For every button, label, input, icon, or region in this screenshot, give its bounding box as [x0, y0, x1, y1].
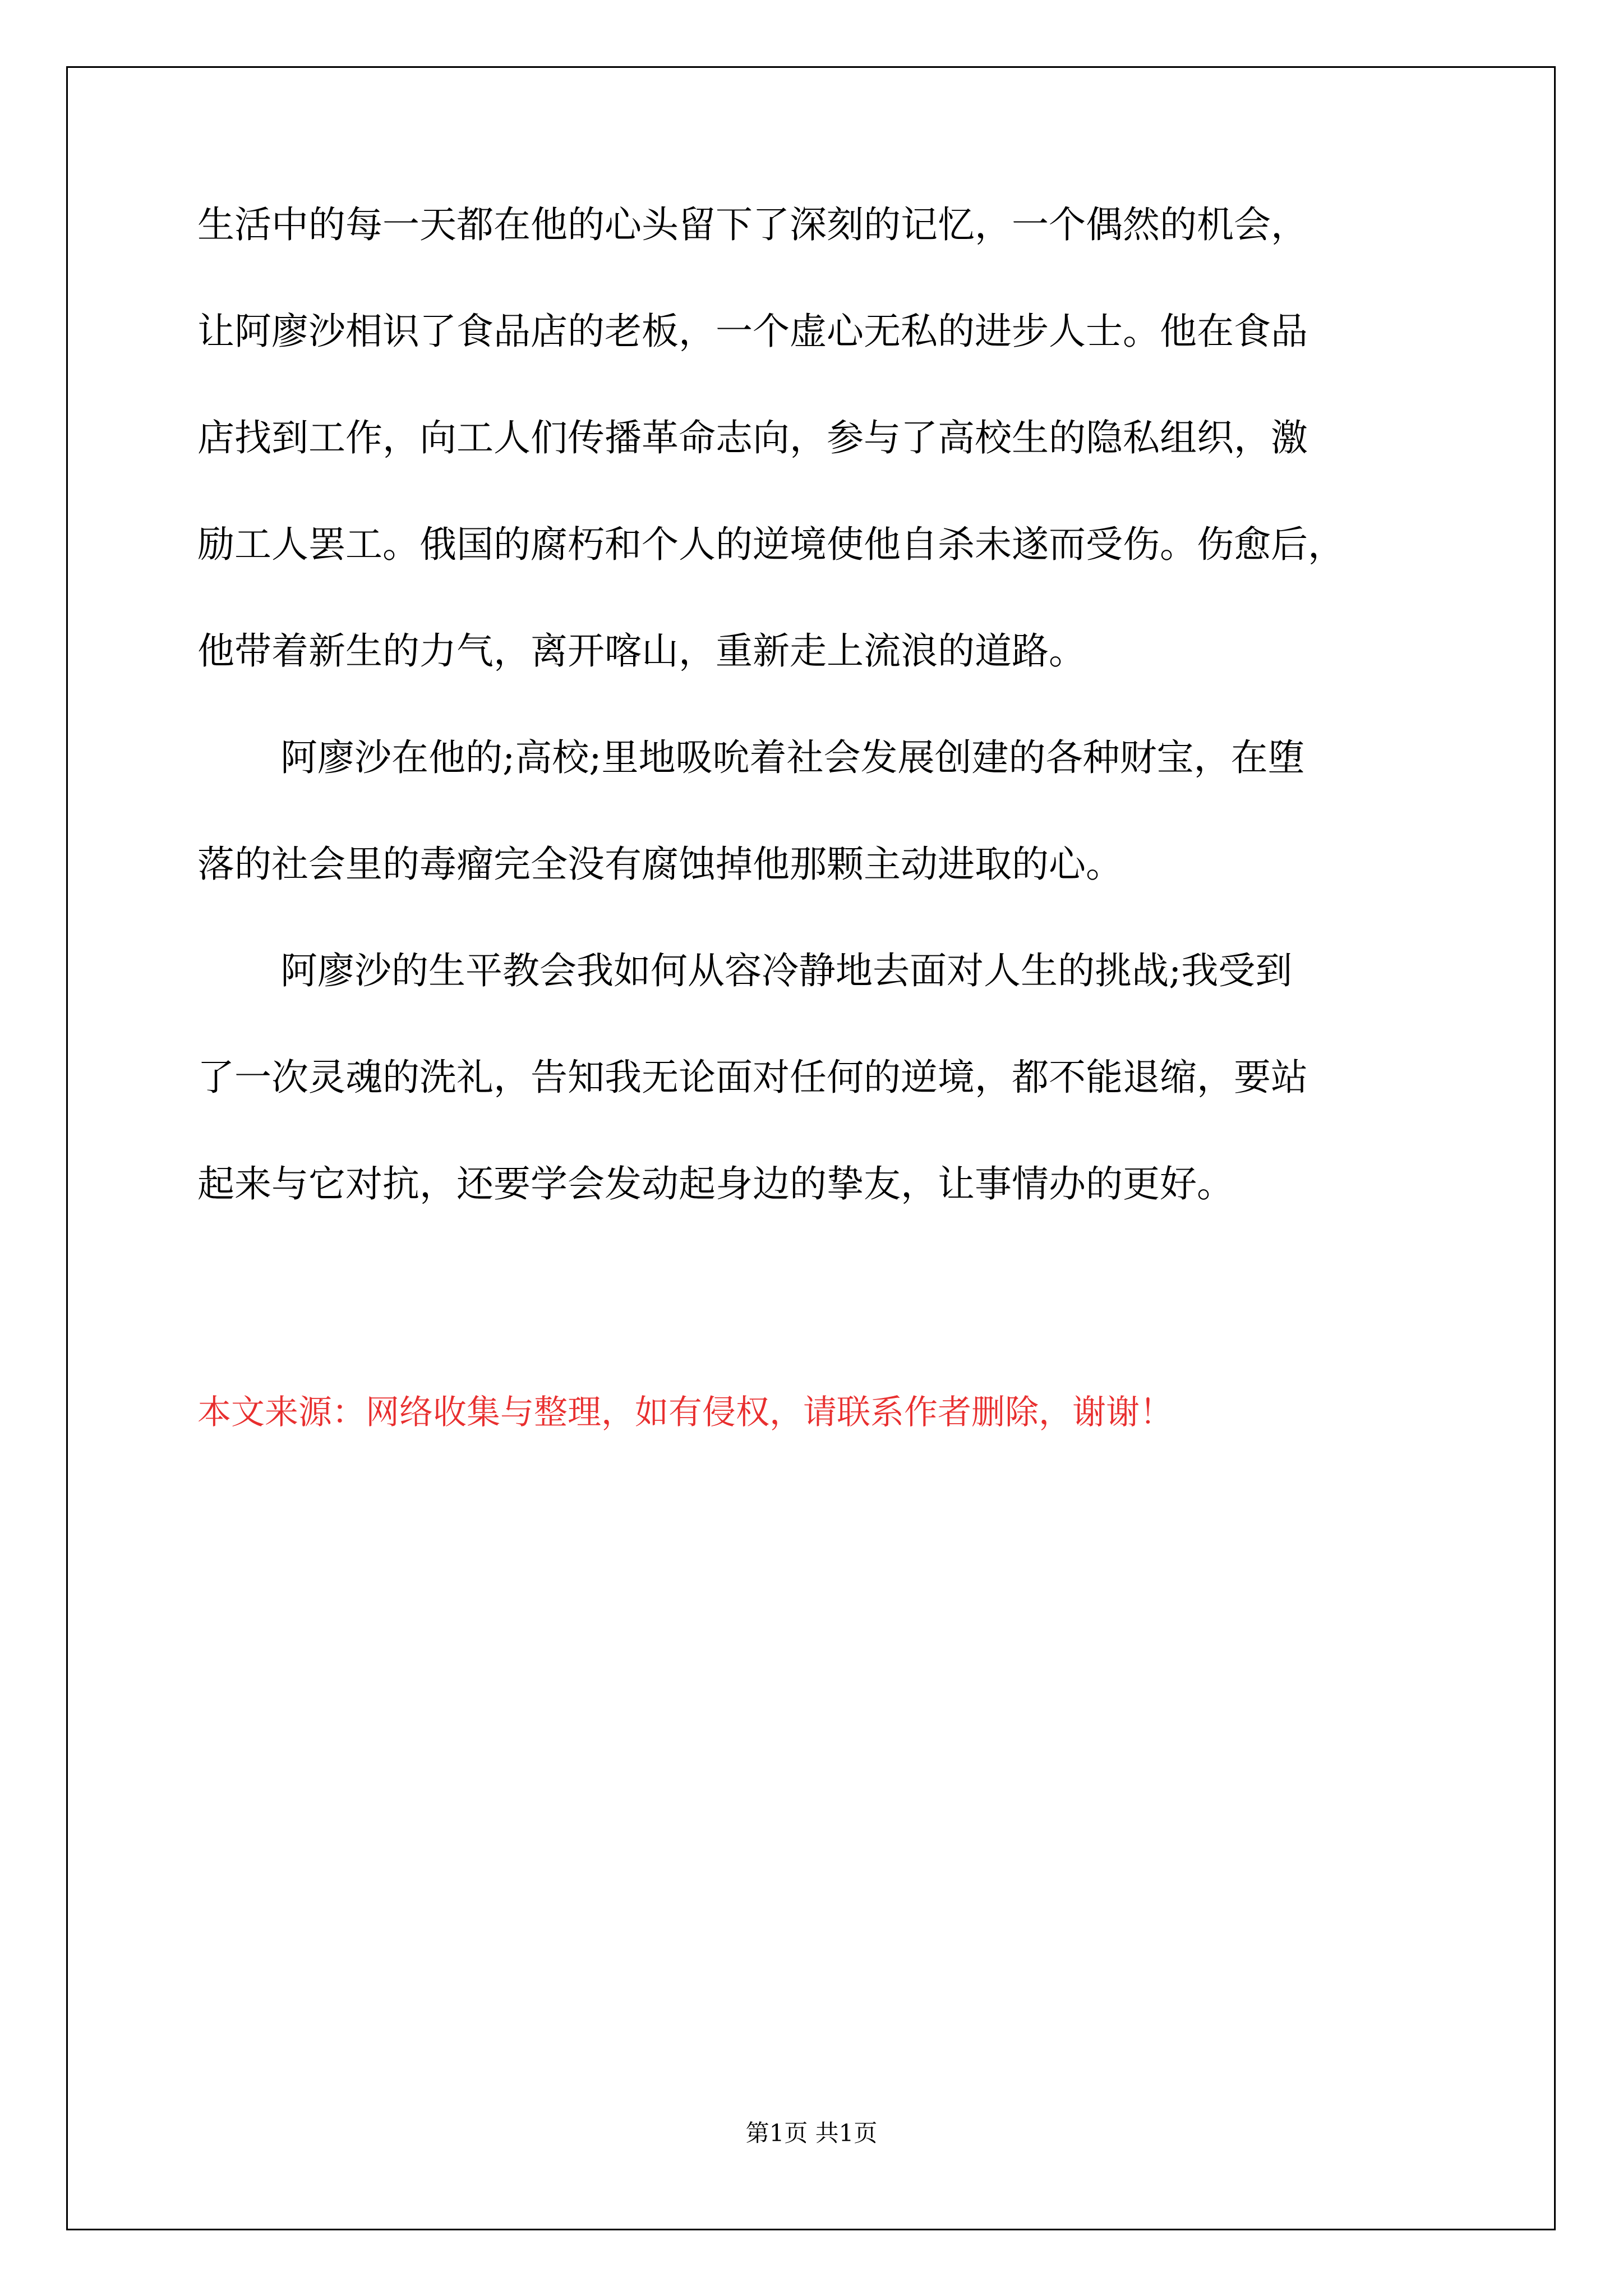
body-line: 起来与它对抗，还要学会发动起身边的挚友，让事情办的更好。 — [197, 1162, 1234, 1205]
body-line: 落的社会里的毒瘤完全没有腐蚀掉他那颗主动进取的心。 — [197, 843, 1123, 886]
body-line: 了一次灵魂的洗礼，告知我无论面对任何的逆境，都不能退缩，要站 — [197, 1056, 1308, 1099]
body-line: 让阿廖沙相识了食品店的老板，一个虚心无私的进步人士。他在食品 — [197, 310, 1308, 353]
page-footer: 第1页 共1页 — [745, 2119, 878, 2147]
body-line-indented: 阿廖沙的生平教会我如何从容冷静地去面对人生的挑战;我受到 — [280, 949, 1293, 992]
body-line: 励工人罢工。俄国的腐朽和个人的逆境使他自杀未遂而受伤。伤愈后， — [197, 523, 1345, 566]
source-note: 本文来源：网络收集与整理，如有侵权，请联系作者删除，谢谢！ — [197, 1393, 1173, 1432]
body-line-indented: 阿廖沙在他的;高校;里地吸吮着社会发展创建的各种财宝，在堕 — [280, 736, 1305, 779]
body-line: 他带着新生的力气，离开喀山，重新走上流浪的道路。 — [197, 629, 1086, 673]
document-body — [197, 203, 1431, 1272]
body-line: 生活中的每一天都在他的心头留下了深刻的记忆，一个偶然的机会， — [197, 203, 1308, 246]
body-line: 店找到工作，向工人们传播革命志向，参与了高校生的隐私组织，激 — [197, 416, 1308, 459]
